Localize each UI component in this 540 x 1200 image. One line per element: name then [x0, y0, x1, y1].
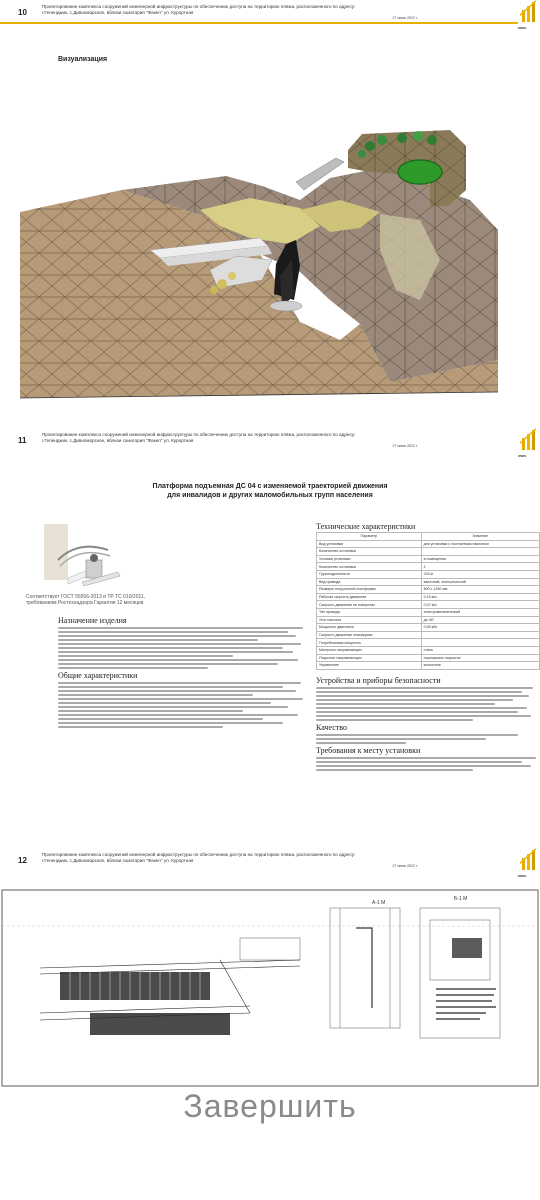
terrain-visualization: [0, 0, 540, 420]
table-row: Тип привода электромеханический: [317, 608, 540, 616]
table-header: Значение: [421, 533, 539, 541]
slide-10: [0, 0, 540, 420]
section-heading: Требования к месту установки: [316, 746, 421, 755]
slide-number: 11: [18, 436, 27, 445]
slide-12: [0, 848, 540, 1088]
section-heading: Устройства и приборы безопасности: [316, 676, 441, 685]
table-row: Мощность двигателя 0,55 кВт: [317, 624, 540, 632]
table-row: Грузоподъемность 225 кг: [317, 570, 540, 578]
technical-drawing: [0, 848, 540, 1088]
section-heading: Назначение изделия: [58, 616, 127, 625]
project-description: Проектирование комплекса сооружений инженерной инфраструктуры по обеспечению доступа на территорию пляжа, расположенного по адресу: г.Геленджик, с.Дивноморское, вблизи санатория "Факел" ул. Курортная: [42, 432, 356, 443]
project-description: Проектирование комплекса сооружений инженерной инфраструктуры по обеспечению доступа на территорию пляжа, расположенного по адресу: г.Геленджик, с.Дивноморское, вблизи санатория "Факел" ул. Курортная: [42, 852, 356, 863]
table-row: Скорость движения на поворотах 0,07 м/с: [317, 601, 540, 609]
section-title: Визуализация: [58, 56, 108, 63]
section-heading: Технические характеристики: [316, 522, 416, 531]
table-row: Размеры погрузочной платформы 800 х 1250 мм: [317, 586, 540, 594]
slide-header: [0, 428, 540, 458]
company-logo: www.: [518, 428, 538, 458]
right-text-column: [316, 674, 540, 773]
table-row: Вид установки для установки с постоянным наклоном: [317, 540, 540, 548]
view-label: Б-1 М: [454, 896, 468, 902]
table-row: Потребляемая мощность: [317, 639, 540, 647]
certification-note: Соответствует ГОСТ 55556-2013 и ТР ТС 010/2011, требованиям Ростехнадзора Гарантия 12 месяцев: [26, 594, 146, 606]
view-label: А-1 М: [372, 900, 386, 906]
project-description: Проектирование комплекса сооружений инженерной инфраструктуры по обеспечению доступа на территорию пляжа, расположенного по адресу: г.Геленджик, с.Дивноморское, вблизи санатория "Факел" ул. Курортная: [42, 4, 356, 15]
table-row: Количество остановок: [317, 548, 540, 556]
company-logo: www.: [518, 0, 538, 30]
table-header-row: [317, 533, 540, 541]
section-heading: Общие характеристики: [58, 671, 138, 680]
finish-button[interactable]: Завершить: [183, 1088, 357, 1124]
slide-title: Платформа подъемная ДС 04 с изменяемой траекторией движения для инвалидов и других маломобильных групп населения: [152, 483, 388, 499]
table-row: Скорость движения платформы: [317, 631, 540, 639]
slide-date: 27 июня 2022 г.: [392, 864, 418, 868]
company-logo: www.: [518, 848, 538, 878]
slide-number: 10: [18, 8, 27, 17]
table-row: Угол наклона до 45°: [317, 616, 540, 624]
slide-date: 27 июня 2022 г.: [392, 444, 418, 448]
table-header: Параметр: [317, 533, 422, 541]
section-heading: Качество: [316, 723, 348, 732]
table-row: Условия установки в помещении: [317, 555, 540, 563]
table-row: Покрытие направляющих порошковое покрытие: [317, 654, 540, 662]
left-text-column: [58, 614, 308, 730]
table-row: Количество остановок 2: [317, 563, 540, 571]
slide-11: [0, 428, 540, 838]
table-row: Вид привода канатный, электрический: [317, 578, 540, 586]
table-row: Управление кнопочное: [317, 662, 540, 670]
table-row: Материал направляющих сталь: [317, 646, 540, 654]
slide-number: 12: [18, 856, 27, 865]
table-row: Рабочая скорость движения 0,15 м/с: [317, 593, 540, 601]
lift-platform-image: [38, 520, 128, 590]
tech-spec-table: [316, 532, 540, 670]
logo-bars-icon: [518, 428, 538, 450]
slide-date: 27 июня 2022 г.: [392, 16, 418, 20]
